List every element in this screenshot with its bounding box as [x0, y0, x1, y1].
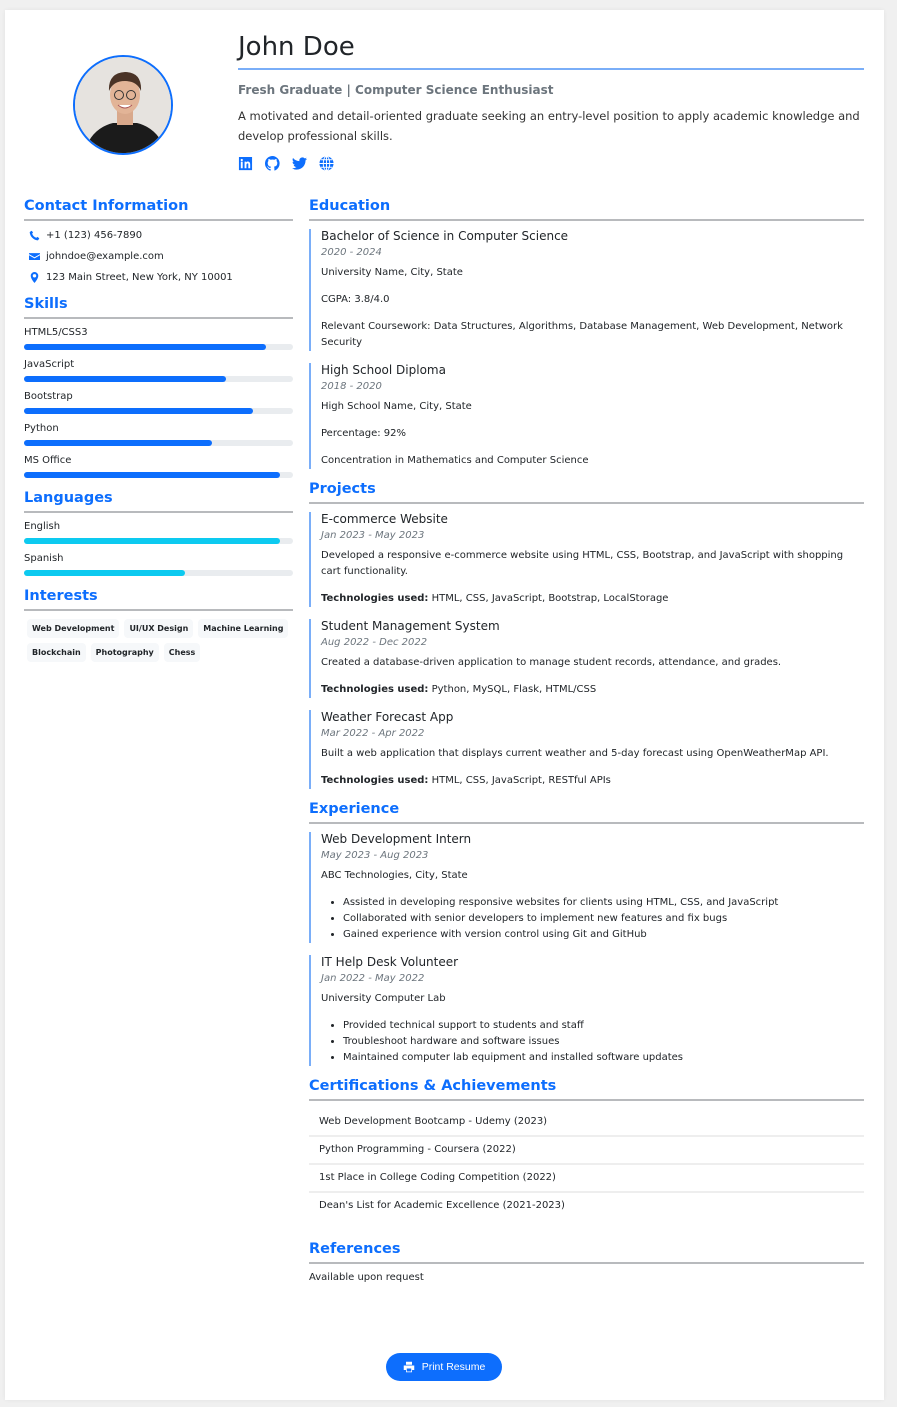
education-title: High School Diploma [321, 363, 446, 377]
project-description: Built a web application that displays current weather and 5-day forecast using OpenWeatherMap API. [321, 748, 829, 759]
skills-heading: Skills [24, 296, 293, 319]
person-title: Fresh Graduate | Computer Science Enthusiast [238, 83, 554, 97]
education-detail: High School Name, City, State [321, 401, 472, 412]
language-name: English [24, 521, 61, 532]
education-heading: Education [309, 198, 864, 221]
skill-item [24, 423, 293, 446]
education-item [309, 229, 864, 351]
print-resume-button[interactable]: Print Resume [386, 1353, 502, 1381]
certification-item: Python Programming - Coursera (2022) [309, 1137, 864, 1165]
language-item [24, 521, 293, 544]
project-date: Jan 2023 - May 2023 [321, 530, 425, 541]
skill-name: Python [24, 423, 59, 434]
experience-bullets [343, 1018, 864, 1066]
tech-label: Technologies used: [321, 593, 429, 604]
summary: A motivated and detail-oriented graduate seeking an entry-level position to apply academic knowledge and develop professional skills. [238, 109, 860, 143]
linkedin-icon[interactable] [238, 156, 253, 171]
globe-icon[interactable] [319, 156, 334, 171]
skill-item [24, 455, 293, 478]
tech-list: HTML, CSS, JavaScript, RESTful APIs [431, 775, 611, 786]
education-detail: Relevant Coursework: Data Structures, Algorithms, Database Management, Web Development, Network Security [321, 321, 843, 348]
languages-section [24, 490, 293, 576]
experience-heading: Experience [309, 801, 864, 824]
tech-list: Python, MySQL, Flask, HTML/CSS [431, 684, 597, 695]
projects-section [309, 481, 864, 789]
phone-icon [29, 230, 40, 241]
project-title: E-commerce Website [321, 512, 448, 526]
certification-item: Dean's List for Academic Excellence (2021-2023) [319, 1200, 565, 1211]
education-section [309, 198, 864, 469]
education-detail: Percentage: 92% [321, 428, 407, 439]
interest-tag: Photography [91, 643, 159, 662]
envelope-icon [29, 251, 40, 262]
education-detail: University Name, City, State [321, 267, 463, 278]
experience-bullets [343, 895, 864, 943]
contact-address: 123 Main Street, New York, NY 10001 [29, 271, 293, 284]
resume-card [5, 10, 884, 1400]
experience-item [309, 955, 864, 1066]
project-date: Aug 2022 - Dec 2022 [321, 637, 428, 648]
progress-bar [24, 472, 293, 478]
education-detail: CGPA: 3.8/4.0 [321, 294, 390, 305]
tech-list: HTML, CSS, JavaScript, Bootstrap, LocalStorage [431, 593, 669, 604]
experience-section [309, 801, 864, 1066]
contact-phone: +1 (123) 456-7890 [29, 229, 293, 242]
projects-heading: Projects [309, 481, 864, 504]
progress-fill [24, 344, 266, 350]
certifications-heading: Certifications & Achievements [309, 1078, 864, 1101]
skill-item [24, 359, 293, 382]
project-tech [321, 773, 864, 789]
progress-bar [24, 570, 293, 576]
interest-tag: UI/UX Design [124, 619, 193, 638]
interest-tag: Web Development [27, 619, 119, 638]
twitter-icon[interactable] [292, 156, 307, 171]
skill-name: Bootstrap [24, 391, 73, 402]
experience-org: University Computer Lab [321, 993, 446, 1004]
project-tech [321, 591, 864, 607]
skill-name: HTML5/CSS3 [24, 327, 88, 338]
project-item [309, 619, 864, 698]
certification-item: 1st Place in College Coding Competition (2022) [309, 1165, 864, 1193]
progress-bar [24, 376, 293, 382]
project-item [309, 512, 864, 607]
bullet-item: • Collaborated with senior developers to implement new features and fix bugs [343, 911, 864, 927]
project-description: Created a database-driven application to manage student records, attendance, and grades. [321, 657, 782, 668]
certification-item: Web Development Bootcamp - Udemy (2023) [309, 1109, 864, 1137]
progress-bar [24, 538, 293, 544]
progress-fill [24, 376, 226, 382]
location-pin-icon [29, 272, 40, 283]
progress-fill [24, 408, 253, 414]
github-icon[interactable] [265, 156, 280, 171]
left-column [24, 198, 293, 674]
language-name: Spanish [24, 553, 64, 564]
languages-heading: Languages [24, 490, 293, 513]
header [238, 30, 864, 171]
printer-icon [403, 1361, 415, 1373]
bullet-item: • Provided technical support to students and staff [343, 1018, 864, 1034]
certifications-section [309, 1078, 864, 1221]
skills-section [24, 296, 293, 478]
education-title: Bachelor of Science in Computer Science [321, 229, 569, 243]
project-item [309, 710, 864, 789]
skill-item [24, 391, 293, 414]
person-name: John Doe [238, 30, 864, 70]
project-description: Developed a responsive e-commerce website using HTML, CSS, Bootstrap, and JavaScript with shopping cart functionality. [321, 550, 844, 577]
progress-fill [24, 440, 212, 446]
interests-section [24, 588, 293, 662]
progress-bar [24, 408, 293, 414]
project-tech [321, 682, 864, 698]
progress-fill [24, 472, 280, 478]
education-detail: Concentration in Mathematics and Computer Science [321, 455, 589, 466]
skill-name: MS Office [24, 455, 72, 466]
bullet-item: • Assisted in developing responsive websites for clients using HTML, CSS, and JavaScript [343, 895, 864, 911]
contact-section [24, 198, 293, 284]
interest-tag: Machine Learning [198, 619, 288, 638]
contact-email: johndoe@example.com [29, 250, 293, 263]
experience-org: ABC Technologies, City, State [321, 870, 468, 881]
project-title: Weather Forecast App [321, 710, 454, 724]
profile-photo [73, 55, 173, 155]
education-date: 2018 - 2020 [321, 381, 382, 392]
right-column [309, 198, 864, 1295]
progress-fill [24, 570, 185, 576]
experience-date: Jan 2022 - May 2022 [321, 973, 425, 984]
bullet-item: • Maintained computer lab equipment and installed software updates [343, 1050, 864, 1066]
references-section [309, 1241, 864, 1283]
skill-name: JavaScript [24, 359, 75, 370]
tech-label: Technologies used: [321, 684, 429, 695]
contact-heading: Contact Information [24, 198, 293, 221]
experience-title: Web Development Intern [321, 832, 472, 846]
social-links [238, 156, 864, 171]
interests-heading: Interests [24, 588, 293, 611]
experience-item [309, 832, 864, 943]
experience-date: May 2023 - Aug 2023 [321, 850, 429, 861]
project-date: Mar 2022 - Apr 2022 [321, 728, 425, 739]
education-date: 2020 - 2024 [321, 247, 382, 258]
progress-fill [24, 538, 280, 544]
bullet-item: • Troubleshoot hardware and software issues [343, 1034, 864, 1050]
bullet-item: • Gained experience with version control using Git and GitHub [343, 927, 864, 943]
experience-title: IT Help Desk Volunteer [321, 955, 459, 969]
education-item [309, 363, 864, 469]
references-text: Available upon request [309, 1272, 424, 1283]
skill-item [24, 327, 293, 350]
tech-label: Technologies used: [321, 775, 429, 786]
language-item [24, 553, 293, 576]
references-heading: References [309, 1241, 864, 1264]
interest-tag: Blockchain [27, 643, 86, 662]
project-title: Student Management System [321, 619, 500, 633]
interest-tag: Chess [164, 643, 201, 662]
progress-bar [24, 440, 293, 446]
progress-bar [24, 344, 293, 350]
